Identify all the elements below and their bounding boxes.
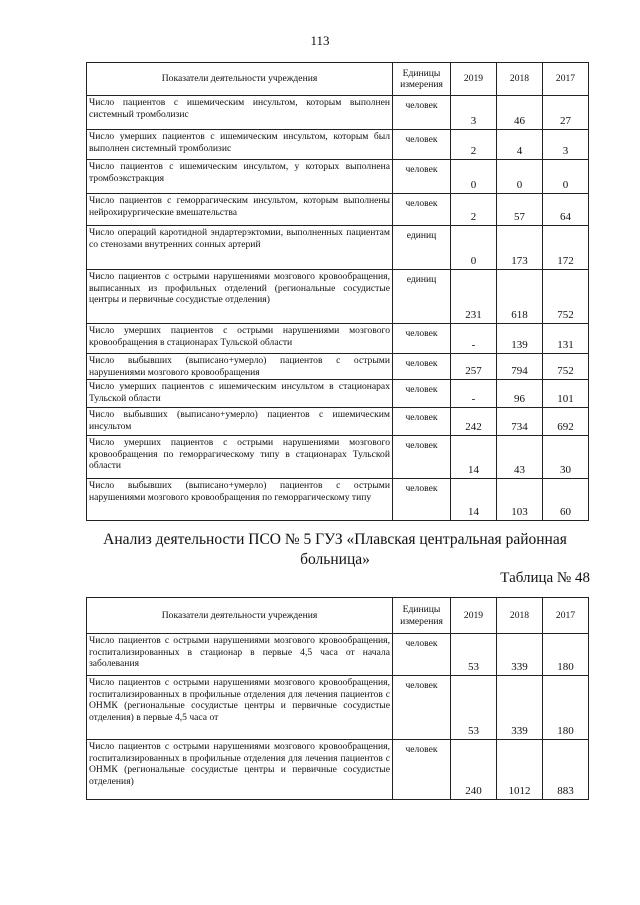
table-row <box>87 130 589 160</box>
column-header-2018: 2018 <box>497 598 543 634</box>
value-2018: 57 <box>497 194 543 226</box>
section-heading: Анализ деятельности ПСО № 5 ГУЗ «Плавская центральная районная больница» <box>103 531 567 569</box>
indicator-cell: Число пациентов с ишемическим инсультом, которым выполнен системный тромболизис <box>87 96 393 130</box>
indicator-cell: Число выбывших (выписано+умерло) пациентов с острыми нарушениями мозгового кровообращения <box>87 354 393 380</box>
table-row <box>87 96 589 130</box>
table-row <box>87 740 589 800</box>
unit-cell: человек <box>393 676 451 740</box>
unit-cell: человек <box>393 408 451 436</box>
indicator-cell: Число умерших пациентов с острыми нарушениями мозгового кровообращения в стационарах Тульской области <box>87 324 393 354</box>
table-row <box>87 324 589 354</box>
indicator-cell: Число выбывших (выписано+умерло) пациентов с острыми нарушениями мозгового кровообращения по геморрагическому типу <box>87 479 393 521</box>
indicator-cell: Число умерших пациентов с ишемическим инсультом, которым был выполнен системный тромболизис <box>87 130 393 160</box>
value-2017: 131 <box>543 324 589 354</box>
indicator-cell: Число операций каротидной эндартерэктомии, выполненных пациентам со стенозами внутренних сонных артерий <box>87 226 393 270</box>
value-2019: 257 <box>451 354 497 380</box>
unit-cell: человек <box>393 96 451 130</box>
value-2019: 14 <box>451 436 497 479</box>
column-header-unit: Единицы измерения <box>393 598 451 634</box>
value-2018: 96 <box>497 380 543 408</box>
table-row <box>87 479 589 521</box>
value-2019: 0 <box>451 226 497 270</box>
value-2018: 139 <box>497 324 543 354</box>
indicator-cell: Число пациентов с ишемическим инсультом, у которых выполнена тромбоэкстракция <box>87 160 393 194</box>
indicator-cell: Число умерших пациентов с острыми нарушениями мозгового кровообращения по геморрагическому типу в стационарах Тульской области <box>87 436 393 479</box>
value-2017: 0 <box>543 160 589 194</box>
unit-cell: человек <box>393 740 451 800</box>
value-2017: 172 <box>543 226 589 270</box>
value-2017: 692 <box>543 408 589 436</box>
value-2017: 101 <box>543 380 589 408</box>
column-header-unit: Единицы измерения <box>393 63 451 96</box>
table-row <box>87 160 589 194</box>
unit-cell: человек <box>393 160 451 194</box>
table-row <box>87 436 589 479</box>
value-2019: - <box>451 380 497 408</box>
indicator-cell: Число выбывших (выписано+умерло) пациентов с ишемическим инсультом <box>87 408 393 436</box>
table-row <box>87 634 589 676</box>
value-2017: 180 <box>543 634 589 676</box>
value-2017: 180 <box>543 676 589 740</box>
indicator-cell: Число умерших пациентов с ишемическим инсультом в стационарах Тульской области <box>87 380 393 408</box>
unit-cell: человек <box>393 479 451 521</box>
value-2017: 64 <box>543 194 589 226</box>
column-header-2017: 2017 <box>543 598 589 634</box>
table-row <box>87 676 589 740</box>
value-2019: - <box>451 324 497 354</box>
value-2019: 2 <box>451 194 497 226</box>
value-2018: 4 <box>497 130 543 160</box>
table-row <box>87 380 589 408</box>
table-row <box>87 194 589 226</box>
unit-cell: человек <box>393 436 451 479</box>
indicator-cell: Число пациентов с острыми нарушениями мозгового кровообращения, выписанных из профильных отделений (региональные сосудистые центры и первичные сосудистые отделения) <box>87 270 393 324</box>
stroke-indicators-table <box>86 62 589 521</box>
unit-cell: человек <box>393 324 451 354</box>
unit-cell: единиц <box>393 270 451 324</box>
value-2018: 794 <box>497 354 543 380</box>
value-2019: 231 <box>451 270 497 324</box>
value-2019: 242 <box>451 408 497 436</box>
value-2019: 3 <box>451 96 497 130</box>
indicator-cell: Число пациентов с геморрагическим инсультом, которым выполнены нейрохирургические вмешательства <box>87 194 393 226</box>
unit-cell: человек <box>393 634 451 676</box>
value-2018: 173 <box>497 226 543 270</box>
unit-cell: человек <box>393 380 451 408</box>
value-2019: 240 <box>451 740 497 800</box>
indicator-cell: Число пациентов с острыми нарушениями мозгового кровообращения, госпитализированных в профильные отделения для лечения пациентов с ОНМК (региональные сосудистые центры и первичные сосудистые отделения) <box>87 740 393 800</box>
column-header-indicator: Показатели деятельности учреждения <box>87 598 393 634</box>
value-2018: 339 <box>497 676 543 740</box>
column-header-2017: 2017 <box>543 63 589 96</box>
page-number: 113 <box>310 33 330 48</box>
unit-cell: человек <box>393 194 451 226</box>
value-2018: 46 <box>497 96 543 130</box>
value-2017: 3 <box>543 130 589 160</box>
unit-cell: единиц <box>393 226 451 270</box>
value-2018: 43 <box>497 436 543 479</box>
value-2018: 103 <box>497 479 543 521</box>
value-2017: 883 <box>543 740 589 800</box>
pso5-indicators-table <box>86 597 589 800</box>
indicator-cell: Число пациентов с острыми нарушениями мозгового кровообращения, госпитализированных в профильные отделения для лечения пациентов с ОНМК (региональные сосудистые центры и первичные сосудистые отделения) в первые 4,5 часа от <box>87 676 393 740</box>
value-2019: 0 <box>451 160 497 194</box>
value-2018: 339 <box>497 634 543 676</box>
value-2019: 14 <box>451 479 497 521</box>
column-header-2019: 2019 <box>451 63 497 96</box>
value-2017: 30 <box>543 436 589 479</box>
value-2018: 618 <box>497 270 543 324</box>
table-row <box>87 354 589 380</box>
value-2017: 752 <box>543 354 589 380</box>
value-2019: 53 <box>451 676 497 740</box>
indicator-cell: Число пациентов с острыми нарушениями мозгового кровообращения, госпитализированных в стационар в первые 4,5 часа от начала заболевания <box>87 634 393 676</box>
value-2017: 752 <box>543 270 589 324</box>
column-header-2019: 2019 <box>451 598 497 634</box>
table-row <box>87 270 589 324</box>
unit-cell: человек <box>393 130 451 160</box>
value-2018: 734 <box>497 408 543 436</box>
value-2019: 2 <box>451 130 497 160</box>
value-2017: 60 <box>543 479 589 521</box>
value-2018: 1012 <box>497 740 543 800</box>
table-caption: Таблица № 48 <box>500 570 590 586</box>
value-2019: 53 <box>451 634 497 676</box>
unit-cell: человек <box>393 354 451 380</box>
column-header-indicator: Показатели деятельности учреждения <box>87 63 393 96</box>
table-row <box>87 226 589 270</box>
table-row <box>87 408 589 436</box>
column-header-2018: 2018 <box>497 63 543 96</box>
value-2018: 0 <box>497 160 543 194</box>
value-2017: 27 <box>543 96 589 130</box>
